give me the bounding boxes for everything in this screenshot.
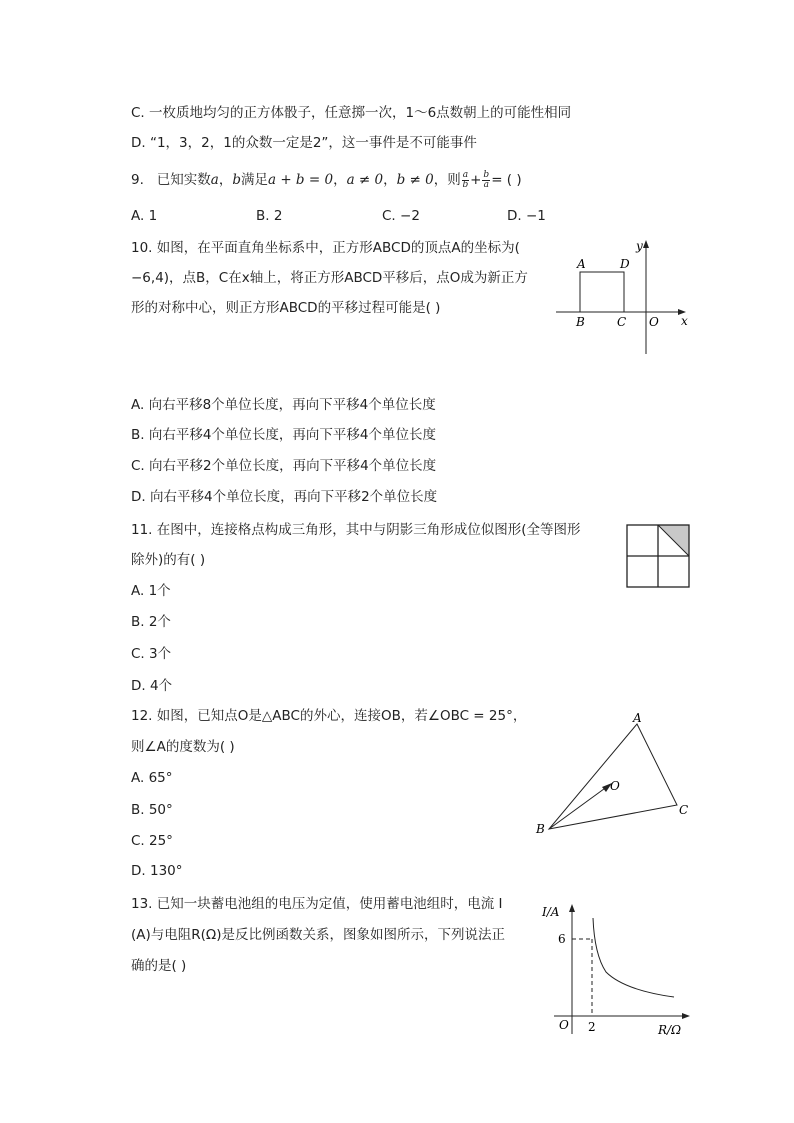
q12-option-a: A. 65° [131, 770, 173, 786]
q10-coordinate-figure [552, 236, 694, 358]
q10-square-abcd [580, 272, 624, 312]
q13-inverse-graph [540, 898, 696, 1040]
q9-condition-a: a ≠ 0 [346, 172, 384, 188]
q11-option-c: C. 3个 [131, 646, 172, 662]
q13-ytick-6: 6 [558, 932, 566, 946]
q11-stem-line2: 除外)的有( ) [131, 552, 206, 568]
q9-condition-sum: a + b = 0 [267, 172, 334, 188]
q9-frac2-num: b [483, 169, 490, 180]
q12-label-b: B [536, 822, 545, 836]
q10-label-d: D [620, 257, 630, 271]
q9-var-a: a [210, 172, 219, 188]
q9-plus: + [470, 172, 482, 188]
q8-option-d: D. “1，3，2，1的众数一定是2”，这一事件是不可能事件 [131, 135, 477, 151]
q12-label-c: C [679, 803, 689, 817]
q12-stem-line1: 12. 如图，已知点O是△ABC的外心，连接OB，若∠OBC = 25°， [131, 708, 527, 724]
q12-segment-ob [549, 786, 608, 829]
q10-option-d: D. 向右平移4个单位长度，再向下平移2个单位长度 [131, 489, 438, 505]
q9-option-d: D. −1 [507, 208, 546, 224]
q9-stem-then: ，则 [433, 172, 461, 188]
q9-condition-b: b ≠ 0 [396, 172, 434, 188]
q10-stem-line3: 形的对称中心，则正方形ABCD的平移过程可能是( ) [131, 300, 441, 316]
q10-option-a: A. 向右平移8个单位长度，再向下平移4个单位长度 [131, 397, 436, 413]
q10-stem-line2: −6,4)，点B，C在x轴上，将正方形ABCD平移后，点O成为新正方 [131, 270, 528, 286]
q9-frac1-num: a [462, 169, 469, 180]
q12-option-b: B. 50° [131, 802, 173, 818]
q9-tail: = ( ) [491, 172, 522, 188]
q11-option-a: A. 1个 [131, 583, 171, 599]
q11-stem-line1: 11. 在图中，连接格点构成三角形，其中与阴影三角形成位似图形(全等图形 [131, 522, 581, 538]
q10-option-b: B. 向右平移4个单位长度，再向下平移4个单位长度 [131, 427, 437, 443]
q13-stem-line3: 确的是( ) [131, 958, 187, 974]
q10-option-c: C. 向右平移2个单位长度，再向下平移4个单位长度 [131, 458, 437, 474]
q9-frac1-den: b [462, 179, 469, 190]
q12-triangle-abc [549, 724, 677, 829]
q13-x-arrow [682, 1013, 690, 1019]
q10-stem-line1: 10. 如图，在平面直角坐标系中，正方形ABCD的顶点A的坐标为( [131, 240, 520, 256]
q9-fraction-a-over-b [462, 171, 469, 190]
q9-stem-mid: 满足 [240, 172, 268, 188]
q10-label-x: x [681, 314, 688, 328]
q9-fraction-b-over-a [482, 171, 490, 190]
q9-sep1: ， [218, 172, 233, 188]
q9-option-b: B. 2 [256, 208, 283, 224]
q13-inverse-curve [593, 918, 674, 997]
q9-number: 9. [131, 172, 144, 188]
q8-option-c: C. 一枚质地均匀的正方体骰子，任意掷一次，1～6点数朝上的可能性相同 [131, 105, 572, 121]
q12-label-a: A [633, 711, 642, 725]
q11-grid-figure [626, 524, 690, 588]
q10-y-arrow [643, 240, 649, 248]
q12-stem-line2: 则∠A的度数为( ) [131, 739, 235, 755]
q12-triangle-figure [532, 708, 698, 838]
q13-xtick-2: 2 [588, 1020, 596, 1034]
q10-label-a: A [577, 257, 586, 271]
q10-label-y: y [636, 239, 643, 253]
q11-option-b: B. 2个 [131, 614, 171, 630]
q9-sep3: ， [383, 172, 397, 188]
q12-option-c: C. 25° [131, 833, 173, 849]
q9-frac2-den: a [483, 179, 489, 190]
q13-y-label: I/A [542, 905, 560, 919]
q13-stem-line1: 13. 已知一块蓄电池组的电压为定值，使用蓄电池组时，电流 I [131, 896, 503, 912]
q9-stem-pre: 已知实数 [156, 172, 211, 188]
q9-sep2: ， [333, 172, 347, 188]
q9-var-b: b [232, 172, 241, 188]
q13-y-arrow [569, 904, 575, 912]
q13-stem-line2: (A)与电阻R(Ω)是反比例函数关系，图象如图所示，下列说法正 [131, 927, 505, 943]
q13-x-label: R/Ω [658, 1023, 682, 1037]
q9-option-a: A. 1 [131, 208, 158, 224]
q9-stem [131, 170, 522, 190]
q13-origin-label: O [559, 1018, 569, 1032]
q10-label-c: C [617, 315, 627, 329]
q10-label-o: O [649, 315, 659, 329]
q9-option-c: C. −2 [382, 208, 420, 224]
q10-label-b: B [576, 315, 585, 329]
q12-option-d: D. 130° [131, 863, 183, 879]
q11-option-d: D. 4个 [131, 678, 173, 694]
q12-label-o: O [610, 779, 620, 793]
